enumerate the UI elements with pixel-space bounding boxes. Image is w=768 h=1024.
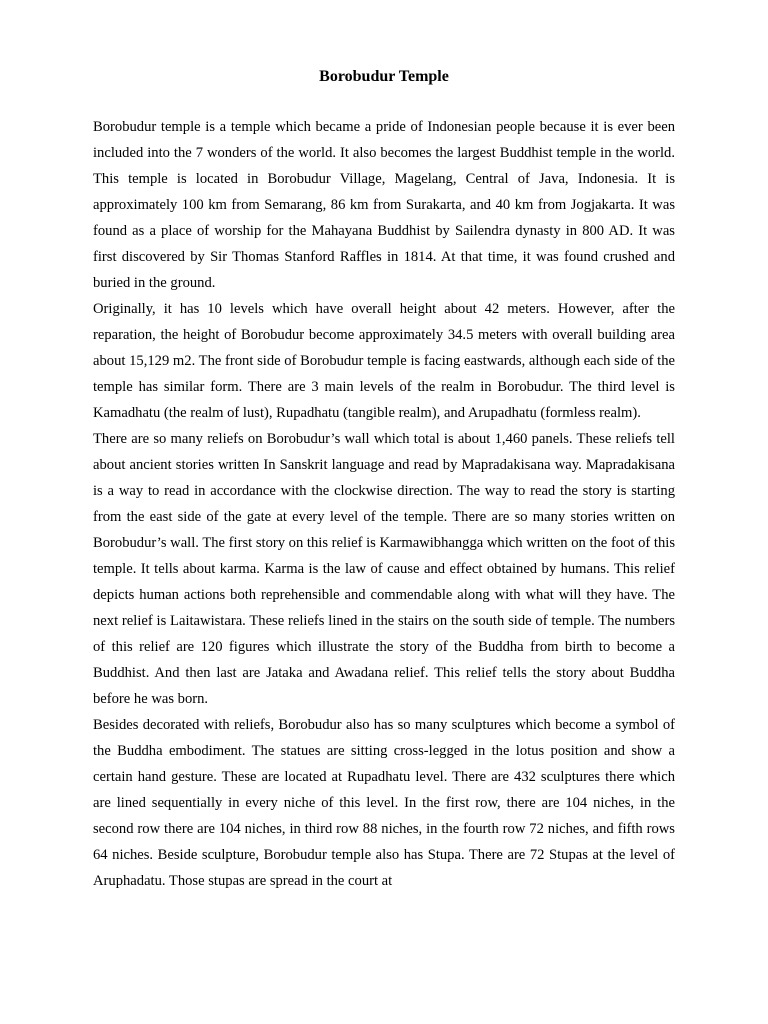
paragraph: Borobudur temple is a temple which became a pride of Indonesian people because it is ever been included into the 7 wonders of the world. It also becomes the largest Buddhist temple in the world. This temple is located in Borobudur Village, Magelang, Central of Java, Indonesia. It is approximately 100 km from Semarang, 86 km from Surakarta, and 40 km from Jogjakarta. It was found as a place of worship for the Mahayana Buddhist by Sailendra dynasty in 800 AD. It was first discovered by Sir Thomas Stanford Raffles in 1814. At that time, it was found crushed and buried in the ground.	[93, 119, 675, 291]
paragraph: Besides decorated with reliefs, Borobudur also has so many sculptures which become a symbol of the Buddha embodiment. The statues are sitting cross-legged in the lotus position and show a certain hand gesture. These are located at Rupadhatu level. There are 432 sculptures there which are lined sequentially in every niche of this level. In the first row, there are 104 niches, in the second row there are 104 niches, in third row 88 niches, in the fourth row 72 niches, and fifth rows 64 niches. Beside sculpture, Borobudur temple also has Stupa. There are 72 Stupas at the level of Aruphadatu. Those stupas are spread in the court at	[93, 717, 675, 889]
document-body	[93, 114, 675, 894]
page-title: Borobudur Temple	[319, 68, 449, 85]
paragraph: Originally, it has 10 levels which have overall height about 42 meters. However, after the reparation, the height of Borobudur become approximately 34.5 meters with overall building area about 15,129 m2. The front side of Borobudur temple is facing eastwards, although each side of the temple has similar form. There are 3 main levels of the realm in Borobudur. The third level is Kamadhatu (the realm of lust), Rupadhatu (tangible realm), and Arupadhatu (formless realm).	[93, 301, 675, 421]
paragraph: There are so many reliefs on Borobudur’s wall which total is about 1,460 panels. These reliefs tell about ancient stories written In Sanskrit language and read by Mapradakisana way. Mapradakisana is a way to read in accordance with the clockwise direction. The way to read the story is starting from the east side of the gate at every level of the temple. There are so many stories written on Borobudur’s wall. The first story on this relief is Karmawibhangga which written on the foot of this temple. It tells about karma. Karma is the law of cause and effect obtained by humans. This relief depicts human actions both reprehensible and commendable along with what will they have. The next relief is Laitawistara. These reliefs lined in the stairs on the south side of temple. The numbers of this relief are 120 figures which illustrate the story of the Buddha from birth to become a Buddhist. And then last are Jataka and Awadana relief. This relief tells the story about Buddha before he was born.	[93, 431, 675, 707]
